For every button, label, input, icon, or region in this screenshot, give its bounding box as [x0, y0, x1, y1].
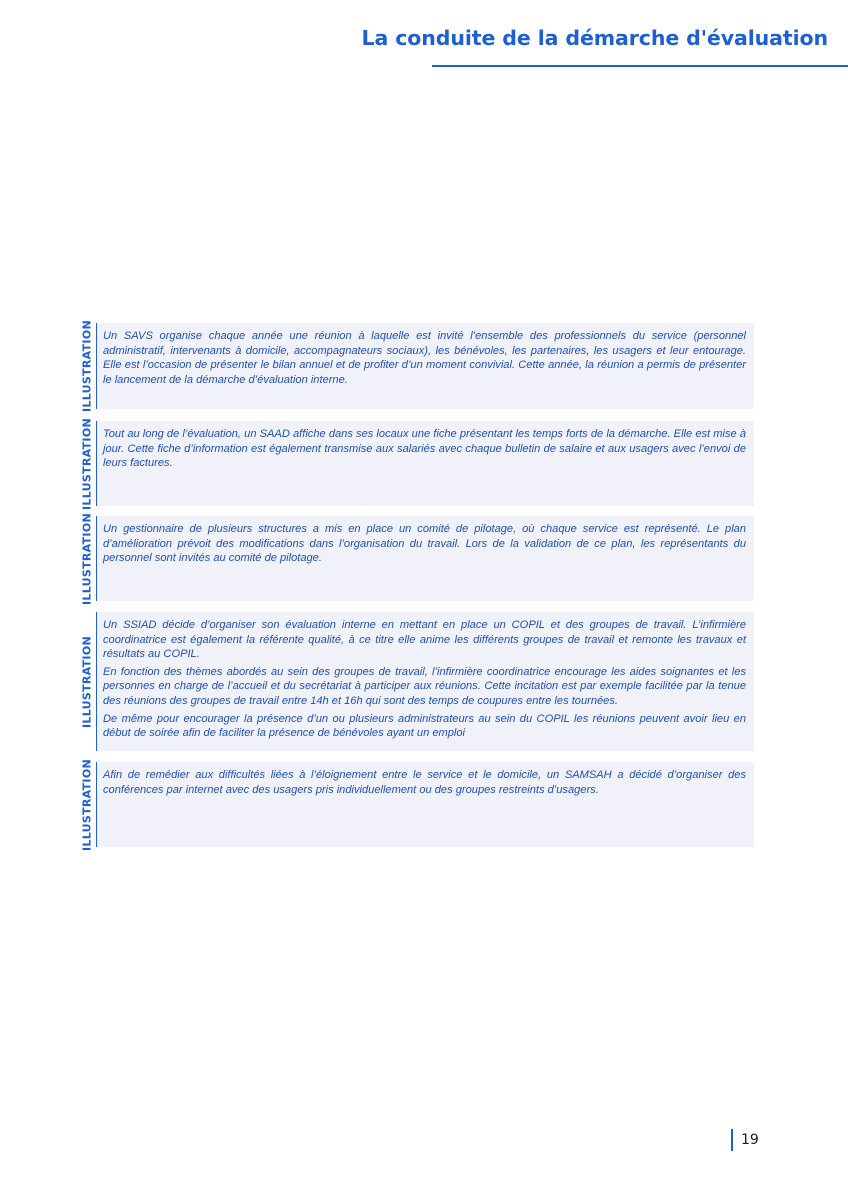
illustration-box [96, 516, 754, 601]
header-rule [432, 65, 848, 67]
illustration-label: ILLUSTRATION [80, 758, 94, 851]
illustration-box [96, 612, 754, 751]
illustration-paragraph: Tout au long de l’évaluation, un SAAD affiche dans ses locaux une fiche présentant les temps forts de la démarche. Elle est mise à jour. Cette fiche d’information est également transmise aux salariés avec chaque bulletin de salaire et aux usagers avec l’envoi de leurs factures. [103, 428, 746, 470]
page-header-title: La conduite de la démarche d'évaluation [361, 26, 828, 50]
illustration-box [96, 762, 754, 847]
illustration-paragraph: Un SAVS organise chaque année une réunion à laquelle est invité l’ensemble des professionnels du service (personnel administratif, intervenants à domicile, accompagnateurs sociaux), les bénévoles, les partenaires, les usagers et leur entourage. Elle est l’occasion de présenter le bilan annuel et de profiter d’un moment convivial. Cette année, la réunion a permis de présenter le lancement de la démarche d’évaluation interne. [103, 330, 746, 386]
illustration-paragraph: En fonction des thèmes abordés au sein des groupes de travail, l’infirmière coordinatrice encourage les aides soignantes et les personnes en charge de l’accueil et du secrétariat à participer aux réunions. Cette incitation est par exemple facilitée par la tenue des réunions des groupes de travail entre 14h et 16h qui sont des temps de coupures entre les tournées. [103, 665, 746, 707]
illustration-label: ILLUSTRATION [80, 512, 94, 605]
illustration-box [96, 421, 754, 506]
illustration-label: ILLUSTRATION [80, 320, 94, 412]
illustration-tag [80, 417, 94, 510]
illustration-tag [80, 758, 94, 851]
illustration-tag [80, 612, 94, 751]
illustration-label: ILLUSTRATION [80, 635, 94, 728]
illustration-paragraph: De même pour encourager la présence d’un ou plusieurs administrateurs au sein du COPIL les réunions peuvent avoir lieu en début de soirée afin de faciliter la présence de bénévoles ayant un emploi [103, 712, 746, 740]
illustration-paragraph: Afin de remédier aux difficultés liées à l’éloignement entre le service et le domicile, un SAMSAH a décidé d’organiser des conférences par internet avec des usagers pris individuellement ou des groupes restreints d’usagers. [103, 769, 746, 796]
illustration-tag [80, 320, 94, 412]
illustration-box [96, 323, 754, 409]
illustration-tag [80, 512, 94, 605]
illustration-paragraph: Un gestionnaire de plusieurs structures a mis en place un comité de pilotage, où chaque service est représenté. Le plan d’amélioration prévoit des modifications dans l’organisation du travail. Lors de la validation de ce plan, les représentants du personnel sont invités au comité de pilotage. [103, 523, 746, 565]
page-number: 19 [731, 1129, 759, 1151]
illustration-paragraph: Un SSIAD décide d’organiser son évaluation interne en mettant en place un COPIL et des groupes de travail. L’infirmière coordinatrice est également la référente qualité, à ce titre elle anime les différents groupes de travail et remonte les travaux et résultats au COPIL. [103, 619, 746, 661]
illustration-label: ILLUSTRATION [80, 417, 94, 510]
